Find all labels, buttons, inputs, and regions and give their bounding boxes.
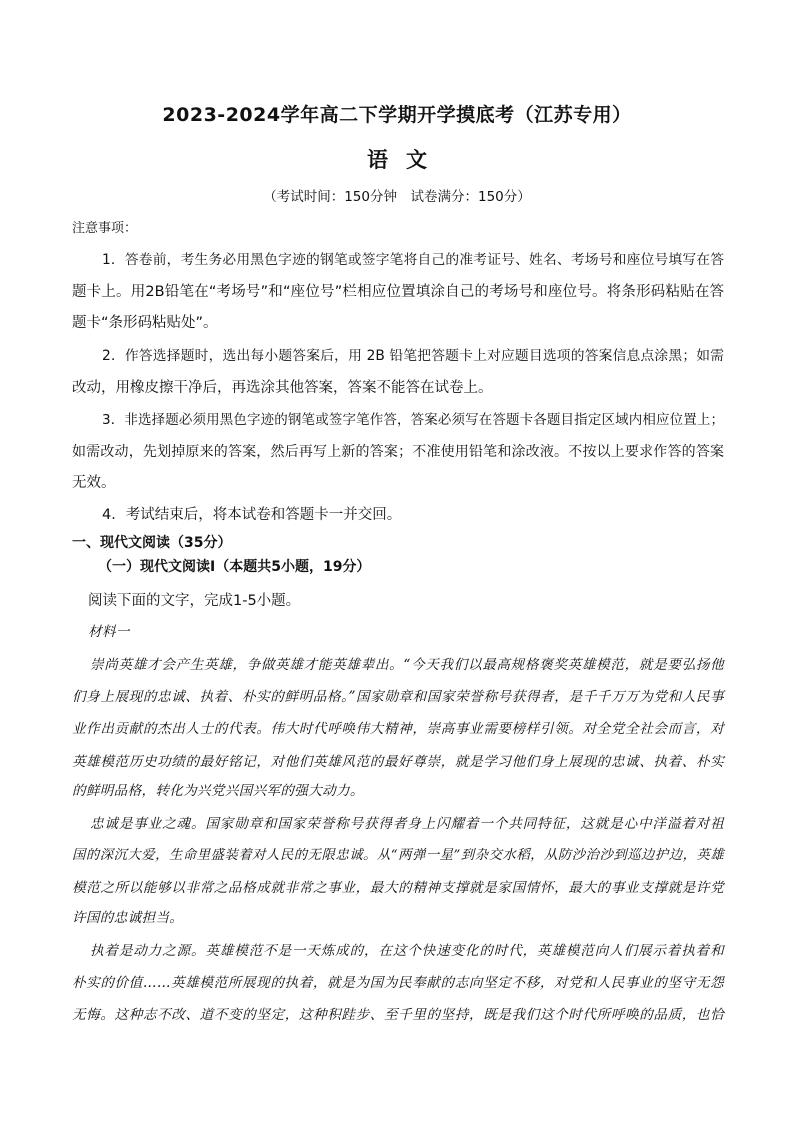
- note-line: 4．考试结束后，将本试卷和答题卡一并交回。: [102, 507, 402, 523]
- passage-line: 的鲜明品格，转化为兴党兴国兴军的强大动力。: [72, 783, 364, 799]
- passage-line: 英雄模范历史功绩的最好铭记，对他们英雄风范的最好尊崇，就是学习他们身上展现的忠诚、执着、朴实: [72, 754, 724, 770]
- section-heading: 一、现代文阅读（35分）: [72, 535, 232, 551]
- notes-heading: 注意事项：: [72, 221, 138, 236]
- passage-line: 国的深沉大爱，生命里盛装着对人民的无限忠诚。从“两弹一星”到杂交水稻，从防沙治沙到巡边护边，英雄: [72, 848, 724, 863]
- passage-line: 无悔。这种志不改、道不变的坚定，这种积跬步、至千里的坚持，既是我们这个时代所呼唤的品质，也恰: [72, 1007, 724, 1023]
- passage-line: 忠诚是事业之魂。国家勋章和国家荣誉称号获得者身上闪耀着一个共同特征，这就是心中洋溢着对祖: [90, 816, 724, 832]
- passage-line: 模范之所以能够以非常之品格成就非常之事业，最大的精神支撑就是家国情怀，最大的事业支撑就是许党: [72, 880, 724, 896]
- note-line: 题卡上。用2B铅笔在“考场号”和“座位号”栏相应位置填涂自己的考场号和座位号。将条形码粘贴在答: [72, 284, 724, 300]
- exam-title: 2023-2024学年高二下学期开学摸底考（江苏专用）: [162, 104, 632, 126]
- reading-instruction: 阅读下面的文字，完成1-5小题。: [88, 593, 301, 609]
- passage-line: 们身上展现的忠诚、执着、朴实的鲜明品格。”国家勋章和国家荣誉称号获得者，是千千万万为党和人民事: [72, 689, 724, 705]
- subject-title: 语文: [367, 148, 445, 172]
- note-line: 改动，用橡皮擦干净后，再选涂其他答案，答案不能答在试卷上。: [72, 380, 493, 396]
- note-line: 3．非选择题必须用黑色字迹的钢笔或签字笔作答，答案必须写在答题卡各题目指定区域内相应位置上；: [102, 412, 724, 428]
- passage-line: 许国的忠诚担当。: [72, 910, 184, 926]
- note-line: 如需改动，先划掉原来的答案，然后再写上新的答案；不准使用铅笔和涂改液。不按以上要求作答的答案: [72, 444, 724, 460]
- material-label: 材料一: [88, 624, 130, 640]
- note-line: 1．答卷前，考生务必用黑色字迹的钢笔或签字笔将自己的准考证号、姓名、考场号和座位号填写在答: [102, 252, 724, 268]
- passage-line: 崇尚英雄才会产生英雄，争做英雄才能英雄辈出。“今天我们以最高规格褒奖英雄模范，就是要弘扬他: [90, 657, 724, 673]
- subsection-heading: （一）现代文阅读Ⅰ（本题共5小题，19分）: [98, 559, 371, 575]
- note-line: 题卡“条形码粘贴处”。: [72, 315, 218, 331]
- passage-line: 业作出贡献的杰出人士的代表。伟大时代呼唤伟大精神，崇高事业需要榜样引领。对全党全社会而言，对: [72, 721, 724, 737]
- exam-info: （考试时间：150分钟 试卷满分：150分）: [263, 189, 531, 205]
- passage-line: 朴实的价值……英雄模范所展现的执着，就是为国为民奉献的志向坚定不移，对党和人民事业的坚守无怨: [72, 975, 724, 991]
- note-line: 无效。: [72, 475, 116, 491]
- note-line: 2．作答选择题时，选出每小题答案后，用 2B 铅笔把答题卡上对应题目选项的答案信息点涂黑；如需: [102, 348, 724, 364]
- passage-line: 执着是动力之源。英雄模范不是一天炼成的，在这个快速变化的时代，英雄模范向人们展示着执着和: [90, 943, 724, 959]
